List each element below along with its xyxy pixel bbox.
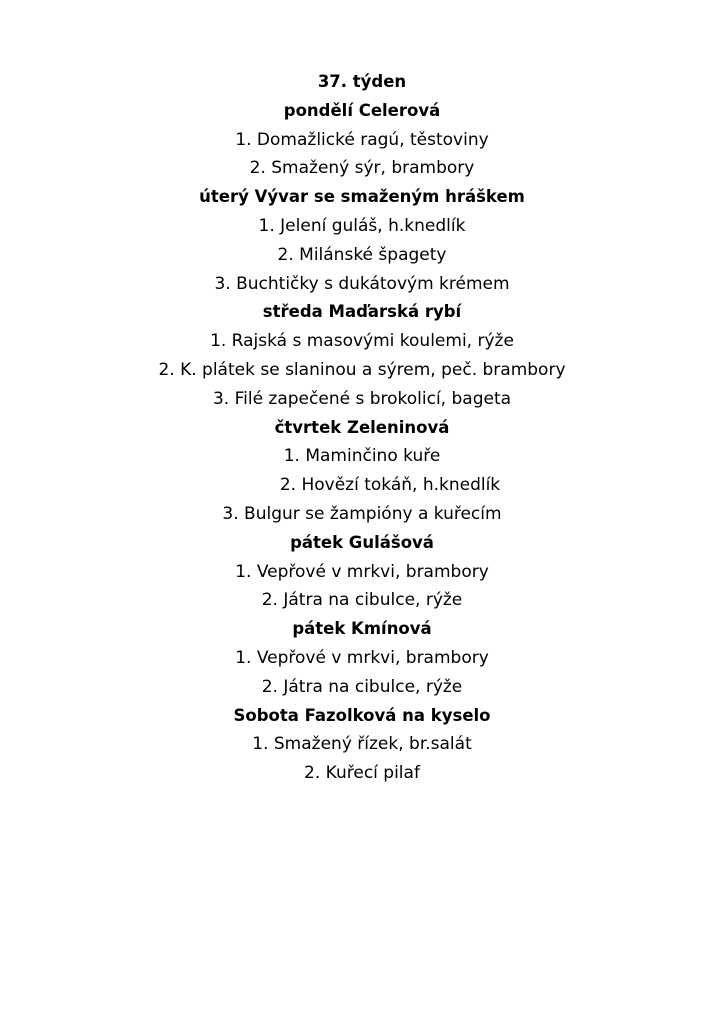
menu-item: 1. Smažený řízek, br.salát [252,734,472,755]
menu-item: 3. Filé zapečené s brokolicí, bageta [212,388,512,409]
day-heading-saturday: Sobota Fazolková na kyselo [233,705,491,725]
day-heading-wednesday: středa Maďarská rybí [262,302,462,322]
day-heading-monday: pondělí Celerová [283,100,441,120]
menu-item: 2. Játra na cibulce, rýže [261,676,463,697]
menu-item: 2. Smažený sýr, brambory [249,158,475,179]
menu-item: 2. Milánské špagety [277,244,447,265]
menu-item: 1. Maminčino kuře [283,446,441,467]
menu-item: 1. Vepřové v mrkvi, brambory [235,561,489,582]
day-heading-tuesday: úterý Vývar se smaženým hráškem [199,187,525,207]
menu-item: 1. Jelení guláš, h.knedlík [258,215,466,236]
menu-item: 3. Bulgur se žampióny a kuřecím [222,503,502,524]
menu-item: 2. Kuřecí pilaf [304,763,420,784]
menu-item: 1. Domažlické ragú, těstoviny [235,129,489,150]
weekly-menu-list [0,68,724,788]
menu-item: 1. Rajská s masovými koulemi, rýže [210,331,514,352]
week-title: 37. týden [317,72,407,91]
day-heading-friday: pátek Gulášová [290,532,434,552]
menu-item: 2. K. plátek se slaninou a sýrem, peč. brambory [158,359,566,380]
menu-item: 2. Hovězí tokáň, h.knedlík [279,475,501,496]
day-heading-thursday: čtvrtek Zeleninová [274,417,450,437]
menu-item: 1. Vepřové v mrkvi, brambory [235,647,489,668]
menu-item: 3. Buchtičky s dukátovým krémem [214,273,510,294]
day-heading-friday-second: pátek Kmínová [292,619,432,639]
menu-item: 2. Játra na cibulce, rýže [261,590,463,611]
